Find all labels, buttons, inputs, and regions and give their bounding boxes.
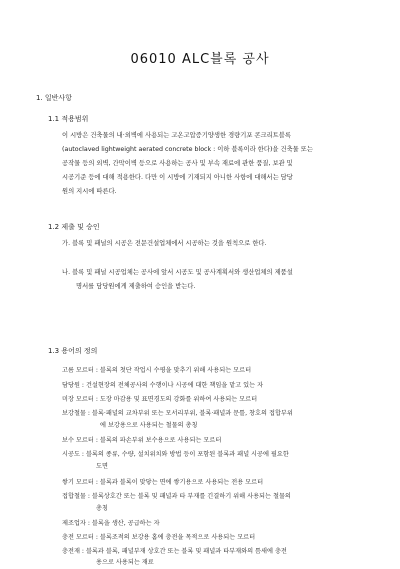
scope-line: 시공기준 등에 대해 적용한다. 다만 이 시방에 기재되지 아니한 사항에 대해서는 담당	[62, 174, 293, 181]
definition-item: 시공도 : 블록의 종류, 수량, 설치위치와 방법 등이 포함된 블록과 패널 시공에 필요한	[62, 451, 289, 458]
submittal-item-na-line1: 나. 블록 및 패널 시공업체는 공사에 앞서 시공도 및 공사계획서와 생산업체의 제품설	[62, 269, 293, 276]
scope-line: 원의 지시에 따른다.	[62, 188, 117, 195]
definition-continuation: 에 보강용으로 사용되는 철물의 총칭	[100, 422, 198, 429]
subsection-heading-definitions: 1.3 용어의 정의	[48, 347, 98, 355]
subsection-heading-submittal: 1.2 제출 및 승인	[48, 223, 100, 231]
scope-line: 공작물 등의 외벽, 간막이벽 등으로 사용하는 공사 및 부속 재료에 관한 품질, 보관 및	[62, 160, 293, 167]
definition-item: 제조업자 : 블록을 생산, 공급하는 자	[62, 520, 160, 527]
definition-item: 접합철물 : 블록상호간 또는 블록 및 패널과 타 부재를 긴결하기 위해 사용되는 철물의	[62, 493, 291, 500]
subsection-heading-scope: 1.1 적용범위	[48, 115, 89, 123]
definition-continuation: 총칭	[96, 505, 108, 512]
page-title: 06010 ALC블록 공사	[130, 52, 270, 67]
section-heading-general: 1. 일반사항	[36, 94, 72, 102]
scope-line: (autoclaved lightweight aerated concrete block : 이하 블록이라 한다)을 건축물 또는	[62, 146, 313, 153]
scope-paragraph	[62, 129, 366, 199]
definition-item: 담당원 : 건설현장의 전체공사의 수행이나 시공에 대한 책임을 맡고 있는 자	[62, 382, 264, 389]
definition-item: 쌓기 모르터 : 블록과 블록이 맞닿는 면에 쌓기용으로 사용되는 전용 모르터	[62, 479, 264, 486]
submittal-item-na-line2: 명서를 담당원에게 제출하여 승인을 받는다.	[76, 283, 196, 290]
definition-item: 충전재 : 블록과 블록, 패널부재 상호간 또는 블록 및 패널과 타부재와의 틈새에 충전	[62, 548, 287, 555]
definition-item: 보강철물 : 블록·패널의 교차부위 또는 모서리부위, 블록·패널과 문틀, 창호의 접합부위	[62, 410, 293, 417]
definition-continuation: 도면	[96, 463, 108, 470]
submittal-item-ga: 가. 블록 및 패널의 시공은 전문건설업체에서 시공하는 것을 원칙으로 한다.	[62, 240, 267, 247]
definition-continuation: 용으로 사용되는 재료	[96, 559, 154, 566]
definition-item: 미장 모르터 : 도장 마감용 및 표면경도의 강화를 위하여 사용되는 모르터	[62, 396, 258, 403]
definition-item: 충전 모르터 : 블록조적의 보강용 홈에 충전을 목적으로 사용되는 모르터	[62, 534, 256, 541]
scope-line: 이 시방은 건축물의 내·외벽에 사용되는 고온고압증기양생한 경량기포 콘크리트블록	[62, 132, 291, 139]
definition-item: 고름 모르터 : 블록의 첫단 작업시 수평을 맞추기 위해 사용되는 모르터	[62, 367, 252, 374]
submittal-item-na	[62, 266, 368, 294]
definition-item: 보수 모르터 : 블록의 파손부위 보수용으로 사용되는 모르터	[62, 437, 222, 444]
